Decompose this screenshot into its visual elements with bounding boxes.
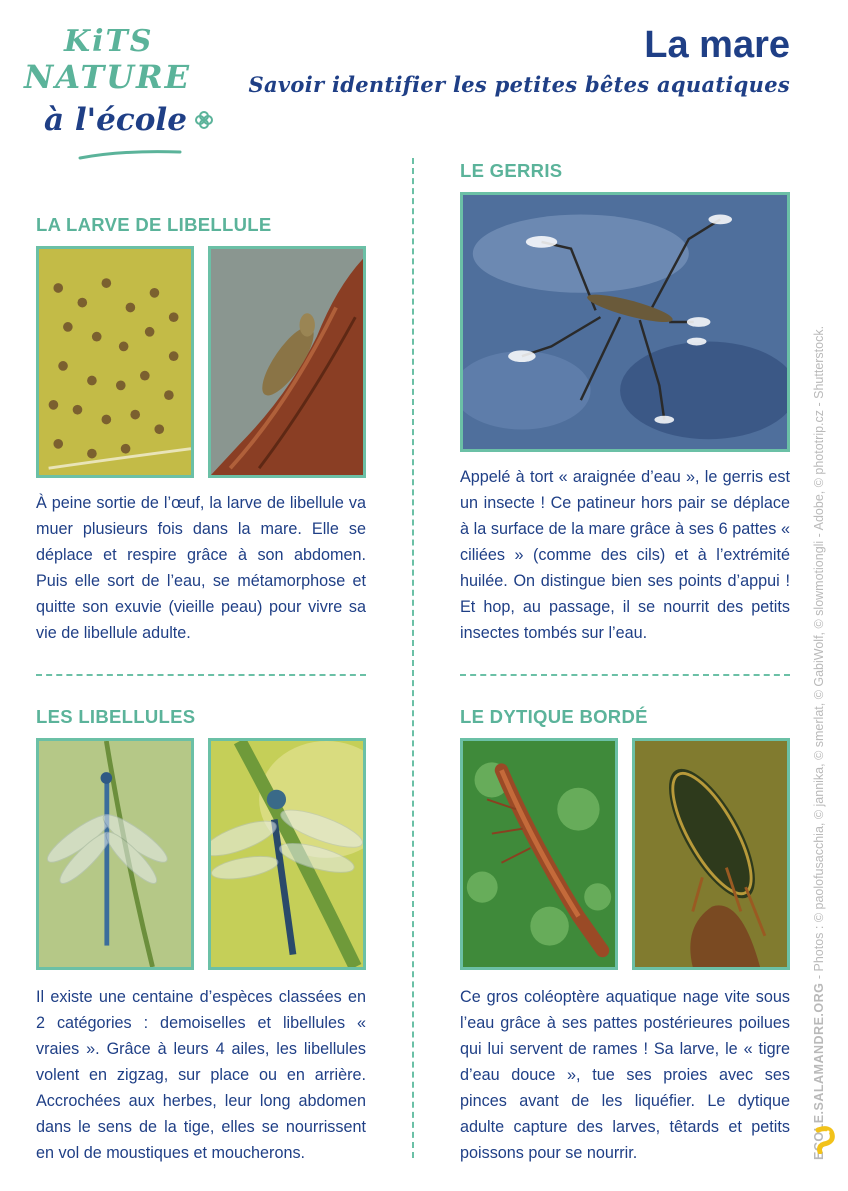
photo-larva-on-wood — [208, 246, 366, 478]
section-title-dytique: LE DYTIQUE BORDÉ — [460, 706, 648, 727]
kits-nature-logo — [22, 24, 222, 169]
section-text-larve: À peine sortie de l’œuf, la larve de libellule va muer plusieurs fois dans la mare. Elle se déplace et respire grâce à son abdomen. Puis elle sort de l’eau, se métamorphose et quitte son exuvie (vieille peau) pour vivre sa vie de libellule adulte. — [36, 494, 366, 642]
logo-line-kits: KiTS — [64, 24, 154, 59]
logo-decoration — [22, 24, 222, 169]
horizontal-divider-right — [460, 674, 790, 676]
photo-damselfly — [36, 738, 194, 970]
section-text-gerris: Appelé à tort « araignée d’eau », le gerris est un insecte ! Ce patineur hors pair se déplace à la surface de la mare grâce à ses 6 pattes « ciliées » (comme des cils) et à l’extrémité huilée. On distingue bien ses points d’appui ! Et hop, au passage, il se nourrit des petits insectes tombés sur l’eau. — [460, 468, 790, 642]
horizontal-divider-left — [36, 674, 366, 676]
page-title: La mare — [644, 24, 790, 66]
logo-line-nature: NATURE — [24, 58, 192, 96]
clover-icon — [196, 112, 212, 128]
logo-line-ecole: à l'école — [44, 102, 187, 138]
photo-credits — [812, 326, 826, 1160]
section-text-dytique: Ce gros coléoptère aquatique nage vite sous l’eau grâce à ses pattes postérieures poilues qui lui servent de rames ! Sa larve, le « tigre d’eau douce », tue ses proies avec ses pinces avant de les liquéfier. Le dytique adulte capture des larves, têtards et petits poissons pour se nourrir. — [460, 988, 790, 1162]
section-title-larve: LA LARVE DE LIBELLULE — [36, 214, 272, 235]
credits-photos: - Photos : © paolofusacchia, © jannika, © smerlat, © GabiWolf, © slowmotiongli - Adobe, © phototrip.cz - Shutterstock. — [812, 325, 826, 983]
photo-dragonfly — [208, 738, 366, 970]
photo-diving-beetle — [632, 738, 790, 970]
vertical-divider — [412, 158, 414, 1158]
section-title-libellules: LES LIBELLULES — [36, 706, 196, 727]
photo-water-tiger-larva — [460, 738, 618, 970]
credits-site: ECOLE.SALAMANDRE.ORG — [812, 982, 826, 1160]
photo-larvae-eggs — [36, 246, 194, 478]
salamander-icon — [814, 1124, 836, 1154]
section-text-libellules: Il existe une centaine d’espèces classées en 2 catégories : demoiselles et libellules « vraies ». Grâce à leurs 4 ailes, les libellules volent en zigzag, sur place ou en arrière. Accrochées aux herbes, leur long abdomen dans le sens de la tige, elles se nourrissent en vol de moustiques et moucherons. — [36, 988, 366, 1162]
page-subtitle: Savoir identifier les petites bêtes aquatiques — [248, 72, 790, 97]
photo-gerris — [460, 192, 790, 452]
section-title-gerris: LE GERRIS — [460, 160, 563, 181]
